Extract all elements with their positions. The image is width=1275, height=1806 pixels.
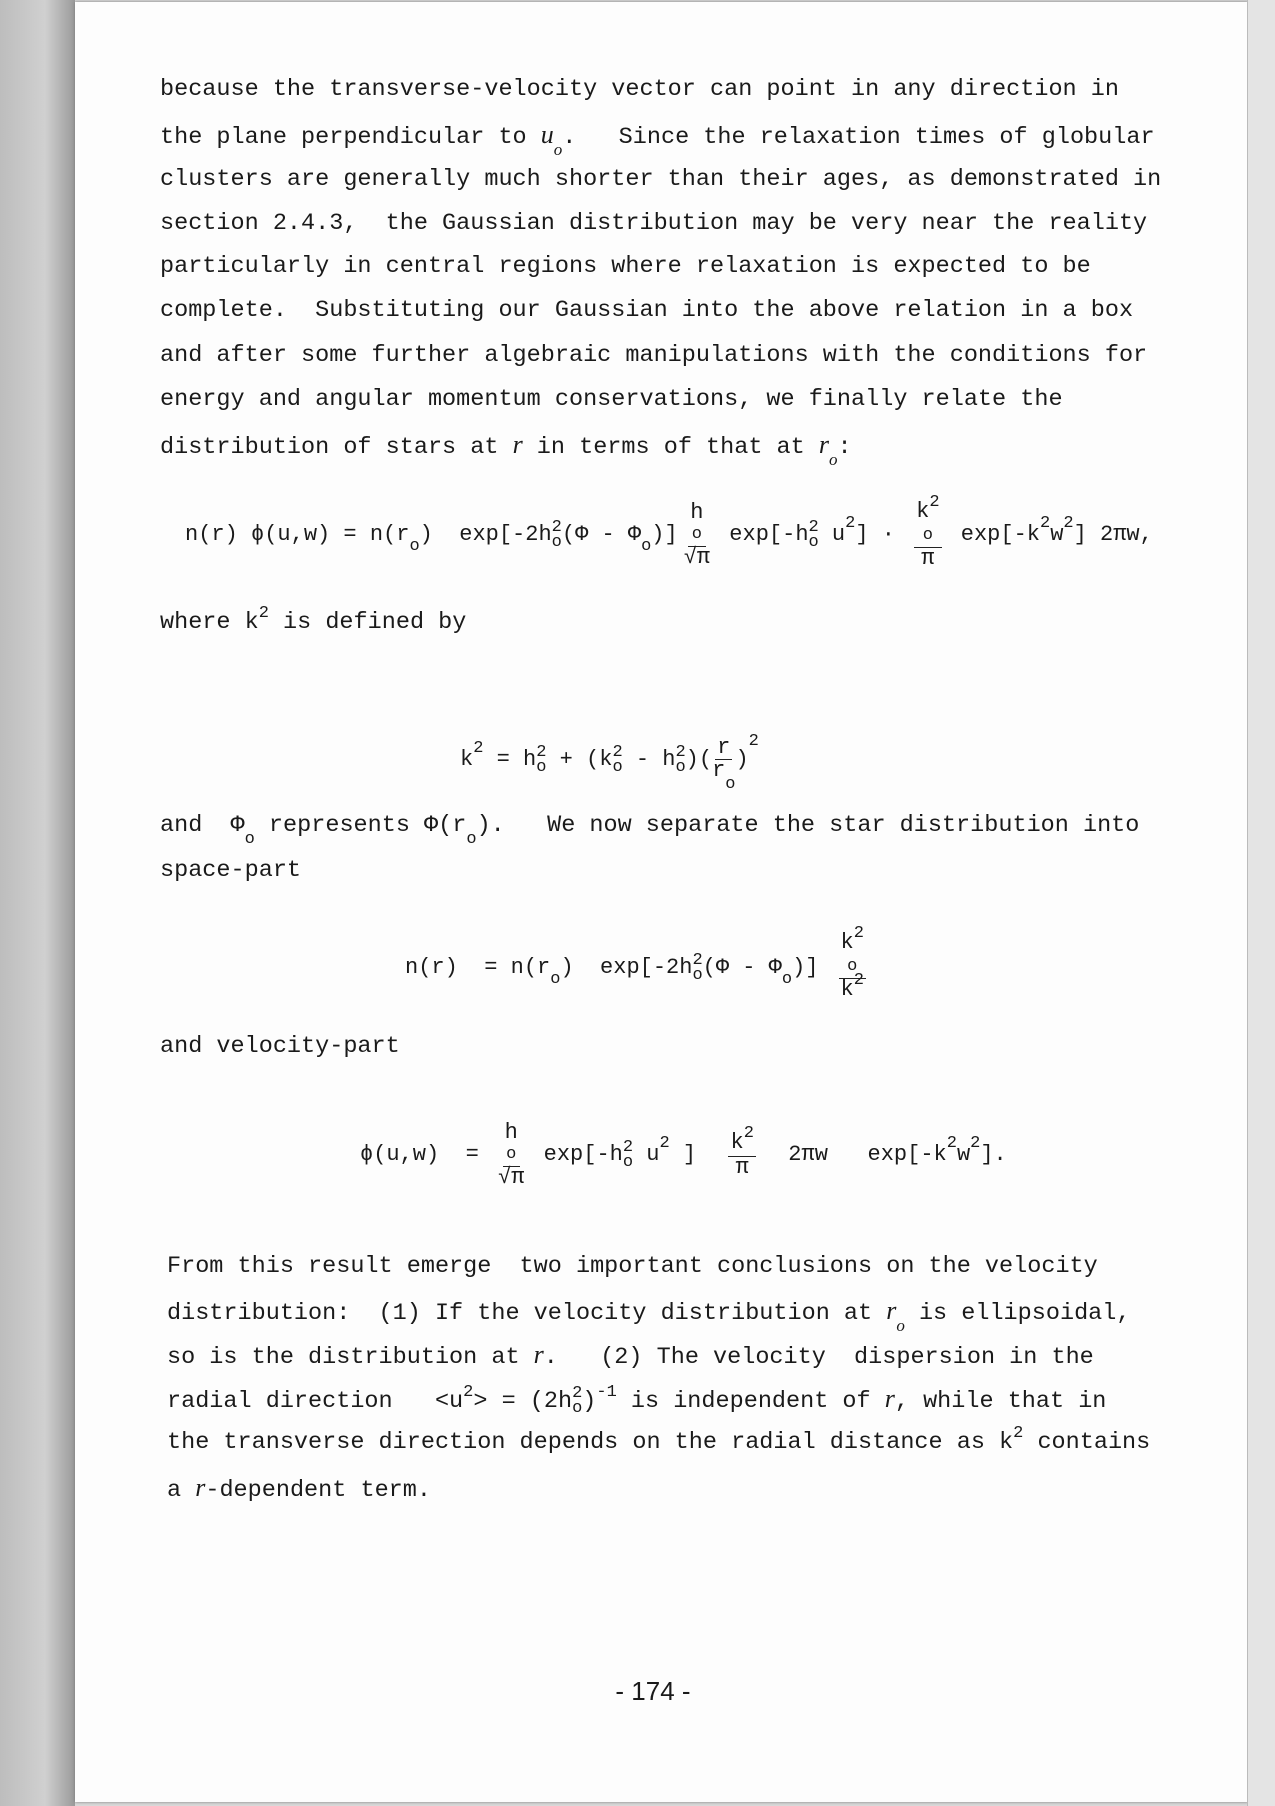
- t: k: [840, 977, 854, 1002]
- t: ϕ(u,w) =: [360, 1142, 493, 1167]
- text-line: and velocity-part: [160, 1033, 400, 1060]
- fraction: [839, 924, 866, 1003]
- text-line: energy and angular momentum conservations, we finally relate the: [160, 386, 1063, 413]
- t: k: [840, 930, 854, 955]
- sub: o: [692, 965, 703, 985]
- t: and Φ: [160, 812, 245, 839]
- var: r: [886, 1296, 897, 1325]
- text-line: clusters are generally much shorter than their ages, as demonstrated in: [160, 166, 1162, 193]
- sup: 2: [536, 743, 547, 762]
- sub: o: [896, 1316, 905, 1335]
- fraction: [683, 499, 711, 570]
- t: π: [921, 545, 935, 571]
- sup: 2: [743, 1123, 754, 1143]
- sup: 2: [612, 743, 623, 762]
- text-line: particularly in central regions where relaxation is expected to be: [160, 253, 1091, 280]
- sup: 2: [970, 1134, 981, 1153]
- t: contains: [1023, 1429, 1151, 1456]
- sup: 2: [622, 1138, 634, 1157]
- sup: 2: [853, 971, 864, 990]
- sub: o: [553, 140, 563, 159]
- t: . (2) The velocity dispersion in the: [543, 1344, 1094, 1371]
- book-binding: [0, 0, 75, 1806]
- t: √π: [498, 1164, 525, 1190]
- sub: o: [675, 758, 686, 777]
- sup: 2: [946, 1134, 957, 1153]
- equation-4: [360, 1110, 1007, 1200]
- t: w: [956, 1142, 971, 1167]
- equation-3: [405, 920, 872, 1015]
- t: a: [167, 1477, 196, 1504]
- sub: o: [244, 830, 255, 849]
- sub: o: [506, 1144, 517, 1164]
- sub: o: [691, 524, 702, 544]
- fraction: [914, 492, 941, 571]
- sup: 2: [1013, 1424, 1024, 1443]
- text: :: [837, 434, 852, 461]
- var: r: [818, 430, 829, 459]
- sub: o: [466, 830, 477, 849]
- t: , while that in: [894, 1388, 1107, 1415]
- t: + (k: [546, 747, 613, 772]
- t: π: [735, 1154, 749, 1180]
- sup: 2: [572, 1383, 583, 1403]
- t: where k: [160, 609, 259, 636]
- t: > = (2h: [473, 1388, 573, 1415]
- sup: -1: [596, 1383, 617, 1402]
- sub: o: [922, 525, 933, 545]
- var: r: [512, 430, 523, 459]
- t: ) exp[-2h: [419, 522, 552, 547]
- sub: o: [612, 758, 623, 777]
- t: = h: [483, 747, 537, 772]
- t: 2πw exp[-k: [761, 1142, 947, 1167]
- page-number: - 174 -: [615, 1676, 691, 1706]
- t: )]: [651, 522, 678, 547]
- t: k: [460, 747, 474, 772]
- var: r: [195, 1473, 206, 1502]
- sub: o: [828, 450, 838, 469]
- equation-2: [460, 720, 759, 800]
- sub: o: [551, 533, 562, 552]
- text-line: [160, 430, 852, 469]
- t: w: [1050, 522, 1064, 547]
- sup: 2: [1039, 514, 1051, 533]
- t: exp[-k: [947, 522, 1040, 547]
- t: (Φ - Φ: [561, 522, 642, 547]
- page-edge: [1247, 0, 1275, 1806]
- t: represents Φ(r: [254, 812, 467, 839]
- t: n(r) = n(r: [405, 954, 551, 980]
- t: ] 2πw,: [1073, 522, 1153, 547]
- sup: 2: [1063, 514, 1074, 533]
- text-line: [167, 1340, 1094, 1373]
- text: . Since the relaxation times of globular: [562, 124, 1155, 151]
- sup: 2: [929, 492, 940, 512]
- sup: 2: [845, 514, 856, 533]
- t: radial direction <u: [167, 1388, 464, 1415]
- var: r: [533, 1340, 544, 1369]
- t: the transverse direction depends on the radial distance as k: [167, 1429, 1014, 1456]
- text-line: space-part: [160, 857, 302, 884]
- t: exp[-h: [716, 522, 809, 547]
- fraction: [498, 1119, 525, 1190]
- t: u: [818, 522, 846, 547]
- t: ): [582, 1388, 597, 1415]
- text-line: section 2.4.3, the Gaussian distribution may be very near the reality: [160, 210, 1148, 237]
- fraction: [712, 734, 736, 794]
- text-line: [167, 1296, 1131, 1335]
- t: ].: [980, 1142, 1007, 1167]
- sub: o: [409, 537, 420, 556]
- text-line: [160, 811, 1140, 849]
- var: u: [540, 120, 554, 149]
- t: ): [735, 747, 749, 772]
- t: h: [690, 499, 704, 525]
- t: h: [504, 1119, 518, 1145]
- sub: o: [781, 969, 793, 989]
- text-line: From this result emerge two important conclusions on the velocity: [167, 1253, 1098, 1280]
- t: ) exp[-2h: [560, 954, 693, 980]
- sup: 2: [853, 924, 864, 943]
- t: k: [916, 498, 930, 524]
- sup: 2: [808, 518, 819, 537]
- sub: o: [725, 774, 736, 794]
- t: (Φ - Φ: [702, 954, 782, 980]
- sub: o: [622, 1153, 634, 1172]
- t: n(r) ϕ(u,w) = n(r: [185, 522, 410, 547]
- sup: 2: [748, 732, 759, 751]
- text-line: [167, 1384, 1106, 1419]
- sup: 2: [473, 739, 484, 758]
- sub: o: [536, 758, 547, 777]
- t: r: [717, 734, 731, 760]
- t: distribution: (1) If the velocity distribution at: [167, 1300, 887, 1327]
- t: exp[-h: [530, 1142, 623, 1167]
- sup: 2: [258, 604, 269, 623]
- text-line: [167, 1424, 1151, 1460]
- sub: o: [808, 533, 819, 552]
- sup: 2: [463, 1383, 474, 1402]
- t: is independent of: [616, 1388, 885, 1415]
- t: is defined by: [268, 609, 467, 636]
- sup: 2: [692, 950, 703, 970]
- sup: 2: [551, 518, 562, 537]
- sub: o: [550, 969, 561, 989]
- text-line: complete. Substituting our Gaussian into the above relation in a box: [160, 297, 1134, 324]
- text: in terms of that at: [522, 434, 819, 461]
- t: ] ·: [855, 522, 909, 547]
- text-line: because the transverse-velocity vector can point in any direction in: [160, 76, 1119, 103]
- t: u: [633, 1142, 660, 1167]
- t: so is the distribution at: [167, 1344, 534, 1371]
- equation-1: [185, 490, 1153, 580]
- t: - h: [622, 747, 676, 772]
- text: distribution of stars at: [160, 434, 513, 461]
- var: r: [884, 1384, 895, 1413]
- sub: o: [572, 1398, 583, 1418]
- text-line: [160, 604, 467, 640]
- fraction: [728, 1123, 755, 1180]
- t: is ellipsoidal,: [904, 1300, 1131, 1327]
- text-line: [167, 1473, 431, 1506]
- t: )(: [685, 747, 713, 772]
- text-line: [160, 120, 1155, 159]
- t: ]: [669, 1142, 723, 1167]
- t: )]: [792, 954, 819, 980]
- sup: 2: [659, 1134, 670, 1153]
- text-line: and after some further algebraic manipulations with the conditions for: [160, 342, 1148, 369]
- t: -dependent term.: [205, 1477, 431, 1504]
- t: ). We now separate the star distribution into: [476, 812, 1140, 839]
- text: the plane perpendicular to: [160, 124, 541, 151]
- t: r: [712, 757, 726, 783]
- t: √π: [683, 544, 711, 570]
- t: k: [730, 1129, 744, 1155]
- sub: o: [641, 537, 652, 556]
- sup: 2: [675, 743, 686, 762]
- sub: o: [847, 957, 858, 976]
